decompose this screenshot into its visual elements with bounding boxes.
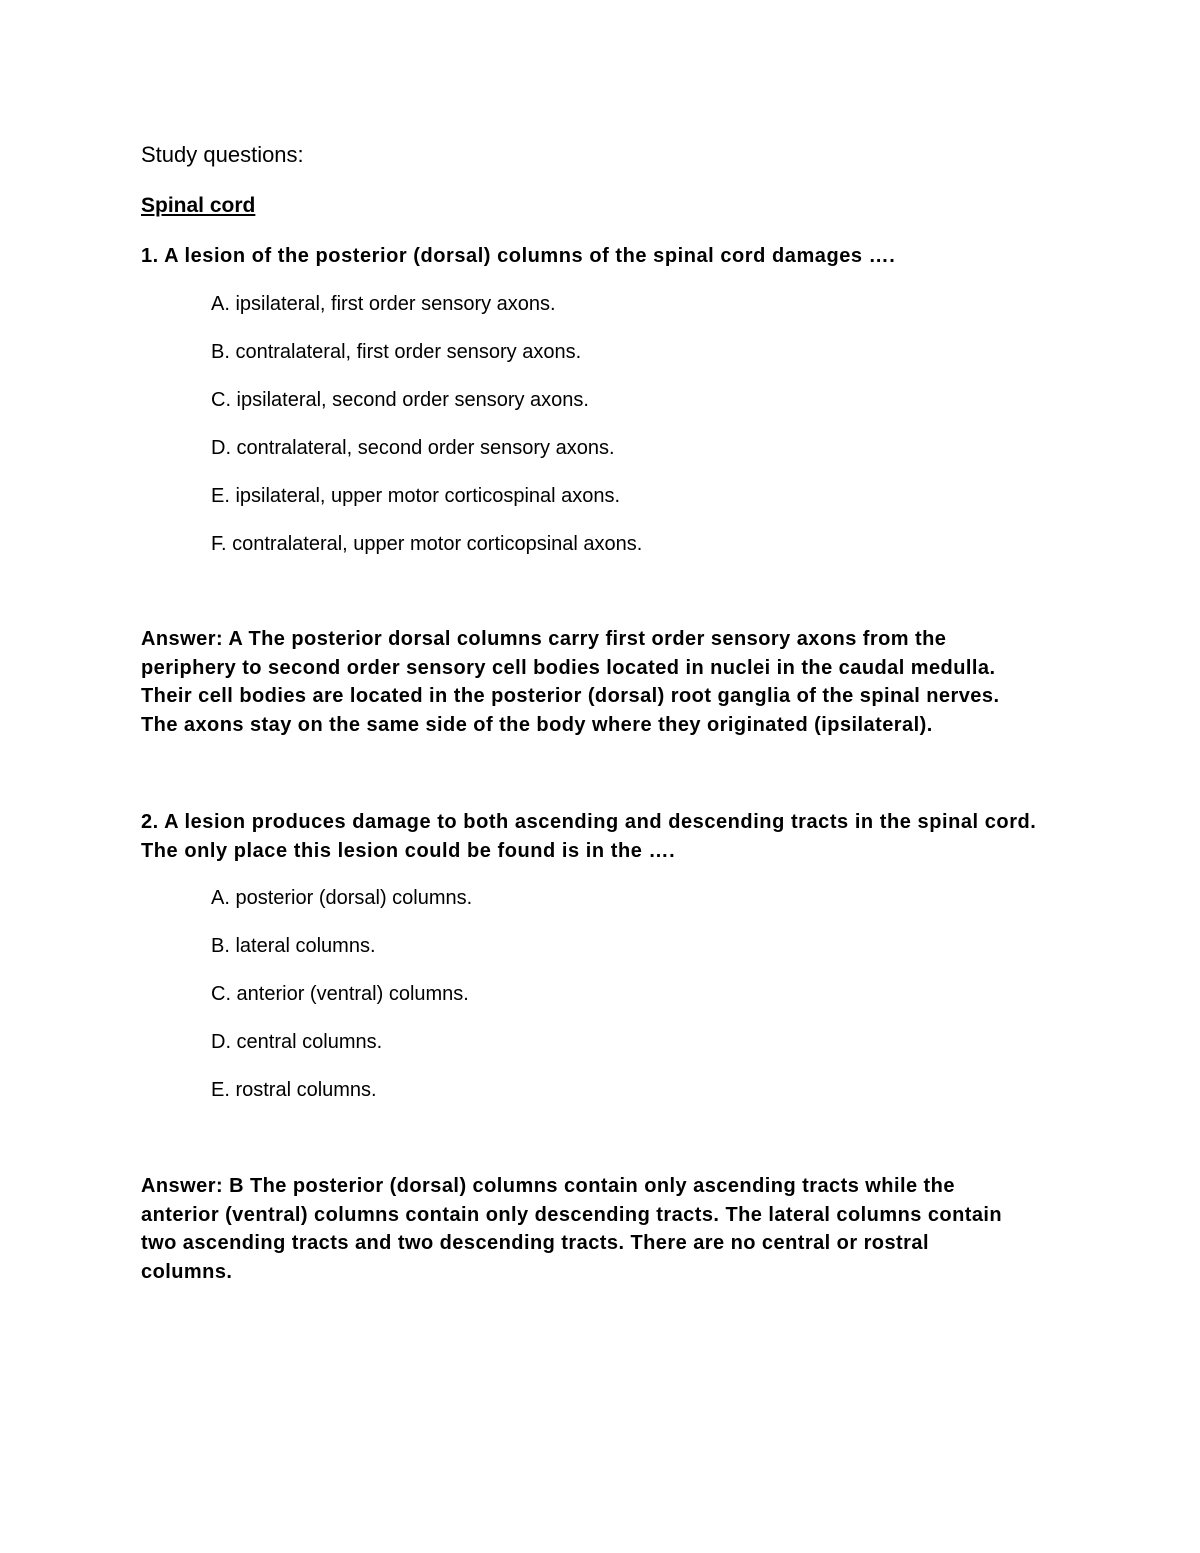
question-1-option-a: A. ipsilateral, first order sensory axons. — [211, 293, 556, 315]
section-heading: Spinal cord — [141, 194, 256, 217]
question-2-answer — [141, 1172, 1101, 1287]
answer-line: two ascending tracts and two descending tracts. There are no central or rostral — [141, 1232, 929, 1255]
question-1-option-b: B. contralateral, first order sensory axons. — [211, 341, 582, 363]
question-2-prompt-line-2: The only place this lesion could be found is in the …. — [141, 840, 676, 862]
question-1-option-e: E. ipsilateral, upper motor corticospinal axons. — [211, 485, 621, 507]
answer-line: anterior (ventral) columns contain only descending tracts. The lateral columns contain — [141, 1203, 1003, 1226]
intro-heading: Study questions: — [141, 142, 304, 167]
answer-line: Answer: A The posterior dorsal columns carry first order sensory axons from the — [141, 628, 947, 650]
answer-line: The axons stay on the same side of the body where they originated (ipsilateral). — [141, 714, 933, 737]
question-1-option-d: D. contralateral, second order sensory axons. — [211, 437, 615, 459]
question-2-option-b: B. lateral columns. — [211, 935, 376, 957]
answer-line: columns. — [141, 1261, 233, 1284]
answer-line: periphery to second order sensory cell bodies located in nuclei in the caudal medulla. — [141, 656, 996, 679]
answer-line: Answer: B The posterior (dorsal) columns contain only ascending tracts while the — [141, 1175, 955, 1197]
question-2-option-d: D. central columns. — [211, 1031, 383, 1053]
question-1-option-f: F. contralateral, upper motor corticopsinal axons. — [211, 533, 643, 555]
question-1-option-c: C. ipsilateral, second order sensory axons. — [211, 389, 589, 411]
question-2-option-e: E. rostral columns. — [211, 1079, 377, 1101]
question-1-prompt: 1. A lesion of the posterior (dorsal) columns of the spinal cord damages …. — [141, 245, 896, 267]
question-2-option-a: A. posterior (dorsal) columns. — [211, 887, 473, 909]
question-1-answer — [141, 625, 1101, 740]
question-2-option-c: C. anterior (ventral) columns. — [211, 983, 469, 1005]
answer-line: Their cell bodies are located in the posterior (dorsal) root ganglia of the spinal nerves. — [141, 685, 1000, 708]
question-2-prompt-line-1: 2. A lesion produces damage to both ascending and descending tracts in the spinal cord. — [141, 811, 1037, 833]
